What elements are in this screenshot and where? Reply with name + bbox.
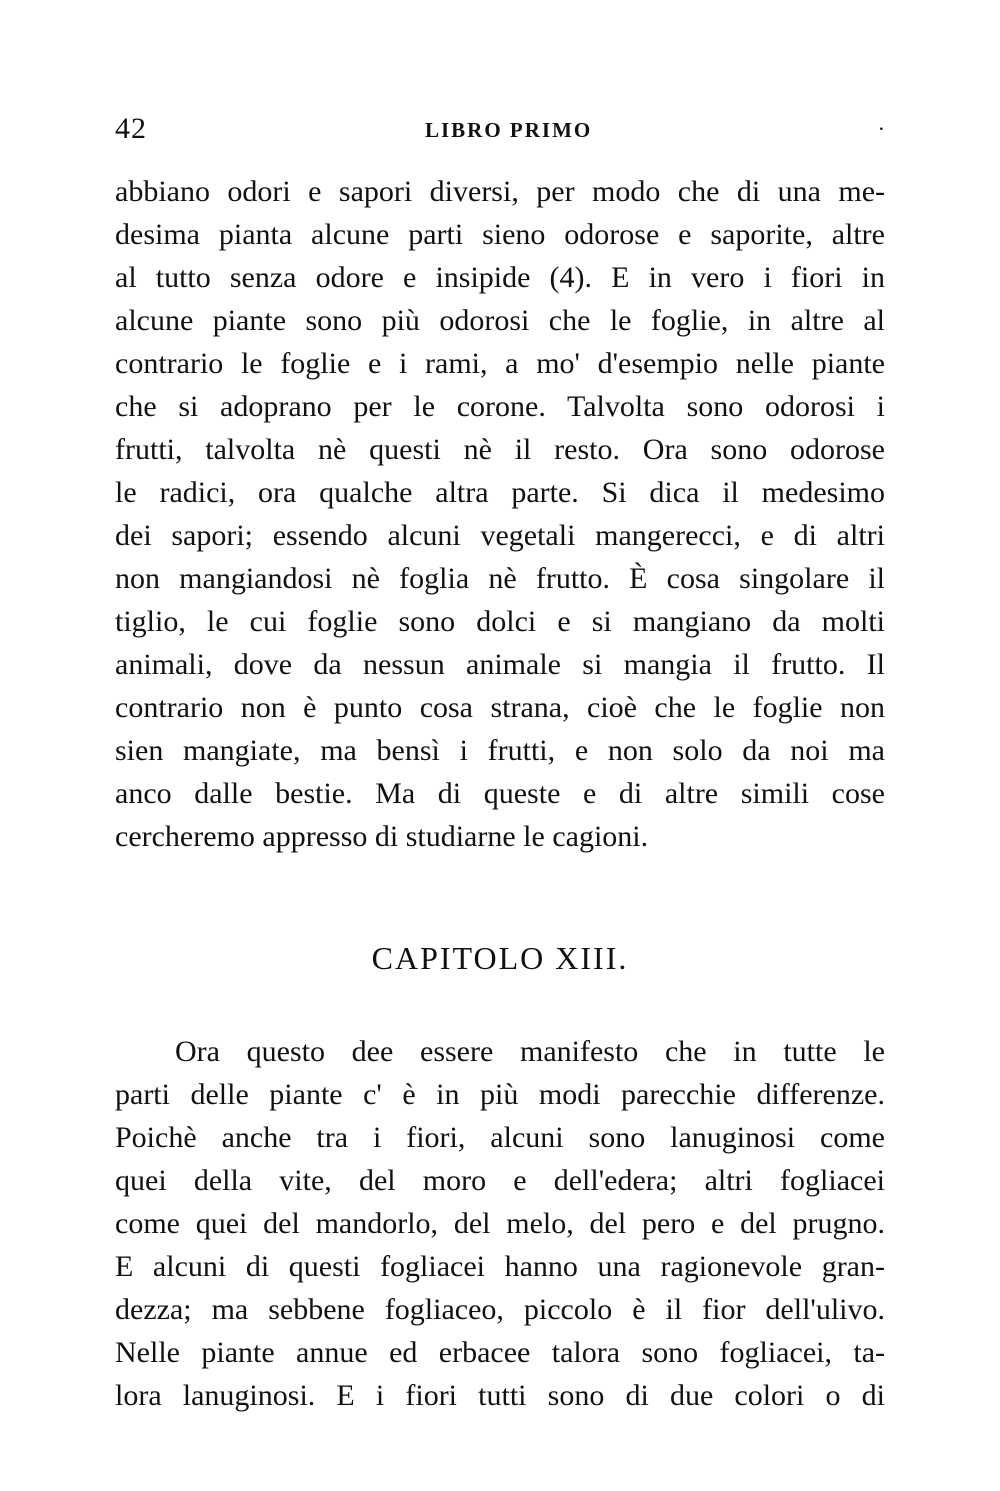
running-head: LIBRO PRIMO (425, 118, 593, 142)
text-line: dezza; ma sebbene fogliaceo, piccolo è il fior dell'ulivo. (115, 1293, 885, 1326)
page-number: 42 (115, 112, 147, 145)
text-line: E alcuni di questi fogliacei hanno una ragionevole gran- (115, 1250, 885, 1283)
text-line: frutti, talvolta nè questi nè il resto. Ora sono odorose (115, 433, 885, 466)
text-line: contrario non è punto cosa strana, cioè che le foglie non (115, 691, 885, 724)
text-line: abbiano odori e sapori diversi, per modo che di una me- (115, 175, 885, 208)
paragraph-2 (115, 1030, 885, 1417)
text-line: Nelle piante annue ed erbacee talora sono fogliacei, ta- (115, 1336, 885, 1369)
text-line: contrario le foglie e i rami, a mo' d'esempio nelle piante (115, 347, 885, 380)
text-line: non mangiandosi nè foglia nè frutto. È cosa singolare il (115, 562, 885, 595)
page-header (115, 112, 885, 152)
text-line: alcune piante sono più odorosi che le foglie, in altre al (115, 304, 885, 337)
text-line: quei della vite, del moro e dell'edera; altri fogliacei (115, 1164, 885, 1197)
text-line: Poichè anche tra i fiori, alcuni sono lanuginosi come (115, 1121, 885, 1154)
chapter-title: CAPITOLO XIII. (371, 940, 629, 976)
header-dot: · (877, 116, 885, 141)
text-line: dei sapori; essendo alcuni vegetali mangerecci, e di altri (115, 519, 885, 552)
text-line: tiglio, le cui foglie sono dolci e si mangiano da molti (115, 605, 885, 638)
text-line: cercheremo appresso di studiarne le cagioni. (115, 820, 649, 853)
text-line: sien mangiate, ma bensì i frutti, e non solo da noi ma (115, 734, 885, 767)
text-line: come quei del mandorlo, del melo, del pero e del prugno. (115, 1207, 885, 1240)
text-line: le radici, ora qualche altra parte. Si dica il medesimo (115, 476, 885, 509)
text-line: Ora questo dee essere manifesto che in tutte le (175, 1035, 885, 1068)
text-line: desima pianta alcune parti sieno odorose e saporite, altre (115, 218, 885, 251)
text-line: anco dalle bestie. Ma di queste e di altre simili cose (115, 777, 885, 810)
text-line: lora lanuginosi. E i fiori tutti sono di due colori o di (115, 1379, 885, 1412)
paragraph-1 (115, 170, 885, 858)
text-line: parti delle piante c' è in più modi parecchie differenze. (115, 1078, 885, 1111)
text-line: al tutto senza odore e insipide (4). E in vero i fiori in (115, 261, 885, 294)
text-line: che si adoprano per le corone. Talvolta sono odorosi i (115, 390, 885, 423)
text-line: animali, dove da nessun animale si mangia il frutto. Il (115, 648, 885, 681)
